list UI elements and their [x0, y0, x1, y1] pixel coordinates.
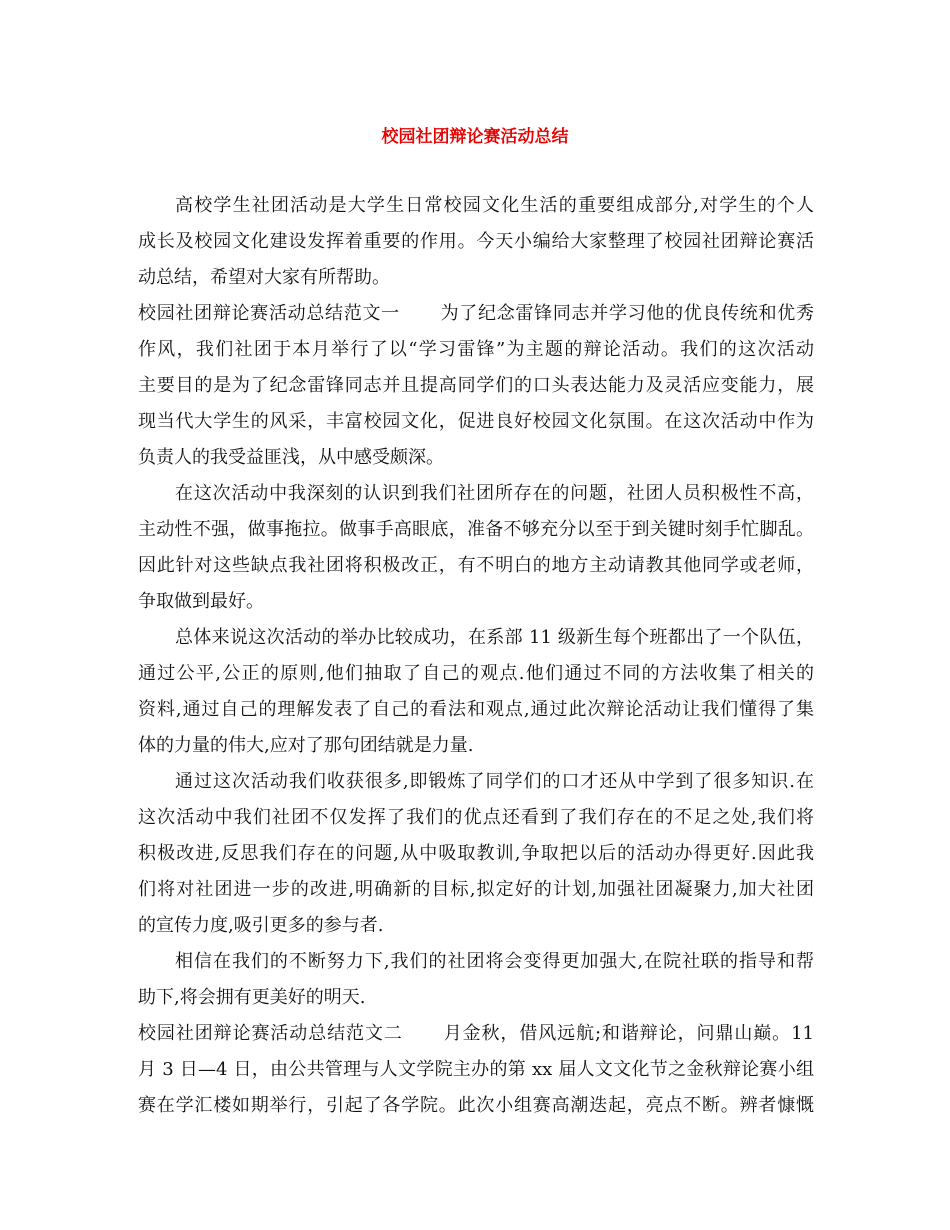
text-line: 动总结，希望对大家有所帮助。	[138, 267, 390, 288]
text-line: 相信在我们的不断努力下,我们的社团将会变得更加强大,在院社联的指导和帮	[175, 951, 814, 972]
text-line: 助下,将会拥有更美好的明天.	[138, 987, 366, 1008]
text-line: 资料,通过自己的理解发表了自己的看法和观点,通过此次辩论活动让我们懂得了集	[138, 699, 814, 720]
text-line: 在这次活动中我深刻的认识到我们社团所存在的问题，社团人员积极性不高，	[175, 483, 814, 504]
text-line: 总体来说这次活动的举办比较成功，在系部 11 级新生每个班都出了一个队伍，	[175, 627, 814, 648]
text-line: 通过这次活动我们收获很多,即锻炼了同学们的口才还从中学到了很多知识.在	[175, 771, 814, 792]
text-line: 作风，我们社团于本月举行了以“学习雷锋”为主题的辩论活动。我们的这次活动	[138, 339, 814, 360]
text-line	[138, 296, 814, 332]
section-heading: 校园社团辩论赛活动总结范文二	[138, 1023, 403, 1044]
section-text: 为了纪念雷锋同志并学习他的优良传统和优秀	[439, 303, 814, 324]
text-line: 通过公平,公正的原则,他们抽取了自己的观点.他们通过不同的方法收集了相关的	[138, 663, 814, 684]
text-line: 成长及校园文化建设发挥着重要的作用。今天小编给大家整理了校园社团辩论赛活	[138, 231, 814, 252]
document-body	[138, 188, 814, 1124]
text-line: 体的力量的伟大,应对了那句团结就是力量.	[138, 735, 474, 756]
text-line: 现当代大学生的风采，丰富校园文化，促进良好校园文化氛围。在这次活动中作为	[138, 411, 814, 432]
text-line: 赛在学汇楼如期举行，引起了各学院。此次小组赛高潮迭起，亮点不断。辨者慷慨	[138, 1095, 814, 1116]
text-line: 因此针对这些缺点我社团将积极改正，有不明白的地方主动请教其他同学或老师，	[138, 555, 814, 576]
section-heading: 校园社团辩论赛活动总结范文一	[138, 303, 400, 324]
text-line: 主动性不强，做事拖拉。做事手高眼底，准备不够充分以至于到关键时刻手忙脚乱。	[138, 519, 814, 540]
text-line: 高校学生社团活动是大学生日常校园文化生活的重要组成部分,对学生的个人	[175, 195, 814, 216]
text-line: 主要目的是为了纪念雷锋同志并且提高同学们的口头表达能力及灵活应变能力，展	[138, 375, 814, 396]
text-line: 们将对社团进一步的改进,明确新的目标,拟定好的计划,加强社团凝聚力,加大社团	[138, 879, 814, 900]
text-line: 的宣传力度,吸引更多的参与者.	[138, 915, 384, 936]
text-line	[138, 1016, 814, 1052]
text-line: 积极改进,反思我们存在的问题,从中吸取教训,争取把以后的活动办得更好.因此我	[138, 843, 814, 864]
text-line: 争取做到最好。	[138, 591, 264, 612]
section-text: 月金秋，借风远航;和谐辩论，问鼎山巅。11	[442, 1023, 814, 1044]
text-line: 负责人的我受益匪浅，从中感受颇深。	[138, 447, 444, 468]
document-title: 校园社团辩论赛活动总结	[381, 127, 569, 147]
text-line: 这次活动中我们社团不仅发挥了我们的优点还看到了我们存在的不足之处,我们将	[138, 807, 814, 828]
text-line: 月 3 日—4 日，由公共管理与人文学院主办的第 xx 届人文文化节之金秋辩论赛小组	[138, 1059, 814, 1080]
